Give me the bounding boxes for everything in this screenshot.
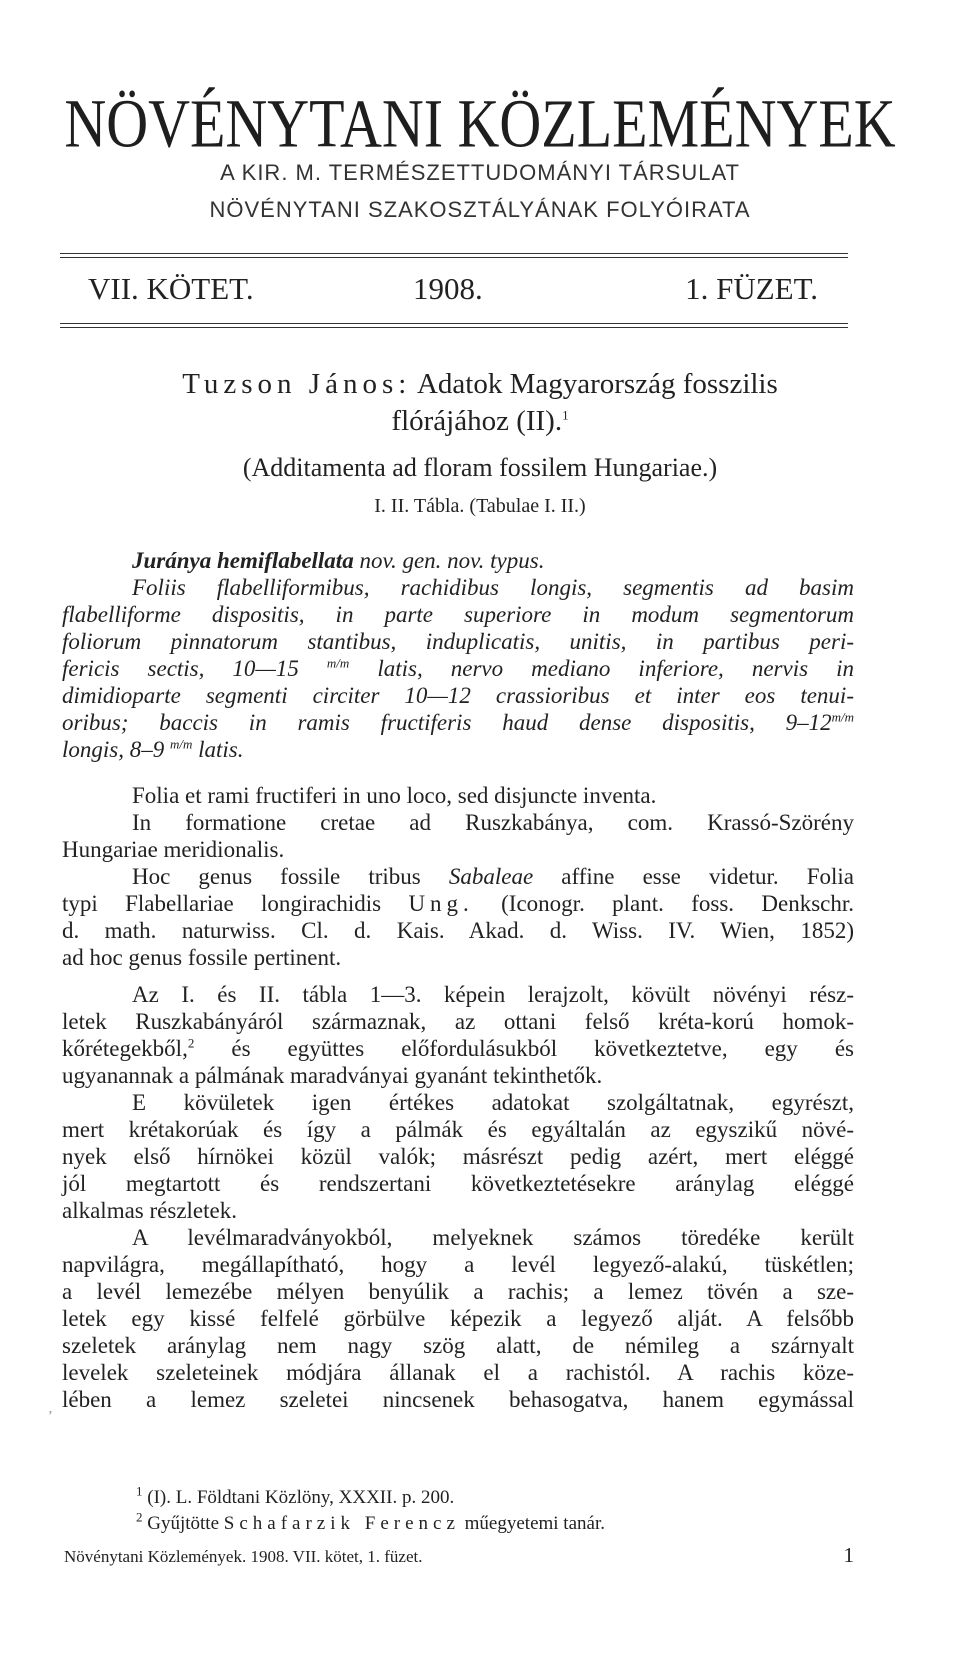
diag-line: Foliis flabelliformibus, rachidibus longis, segmentis ad basim — [132, 575, 854, 600]
diag-line: dimidioparte segmenti circiter 10—12 crassioribus et inter eos tenui- — [62, 683, 854, 708]
diag-line: longis, 8–9 $^{m/m}$ latis. — [62, 736, 244, 762]
article-title-part-1: Adatok Magyarország fosszilis — [416, 368, 778, 400]
diag-line: fericis sectis, 10—15 $^{m/m}$ latis, nervo mediano inferiore, nervis in — [62, 655, 854, 681]
text-line: typi Flabellariae longirachidis Ung. (Iconogr. plant. foss. Denkschr. — [62, 891, 854, 916]
text-line: Az I. és II. tábla 1—3. képein lerajzolt, kövült növényi rész- — [132, 982, 854, 1007]
hungarian-text-block — [62, 981, 854, 1413]
article-title-part-2: flórájához (II). — [391, 405, 563, 437]
article-title-line-2 — [0, 405, 960, 438]
page-number: 1 — [843, 1543, 854, 1567]
footnote-1: $^1$ (I). L. Földtani Közlöny, XXXII. p. 200. — [136, 1483, 455, 1508]
text-line: mert krétakorúak és így a pálmák és egyáltalán az egyszikű növé- — [62, 1117, 854, 1142]
text-line: jól megtartott és rendszertani következtetésekre aránylag eléggé — [62, 1171, 854, 1196]
top-rule-2 — [60, 257, 848, 258]
article-author: Tuzson János: — [182, 368, 412, 400]
text-line: szeletek aránylag nem nagy szög alatt, de némileg a szárnyalt — [62, 1333, 854, 1358]
plates-line: I. II. Tábla. (Tabulae I. II.) — [374, 495, 586, 517]
journal-title: NÖVÉNYTANI KÖZLEMÉNYEK — [64, 85, 896, 162]
footer-citation: Növénytani Közlemények. 1908. VII. kötet, 1. füzet. — [64, 1547, 423, 1566]
diagnosis-block — [62, 574, 854, 763]
text-line: Hungariae meridionalis. — [62, 837, 285, 862]
margin-mark: ʼ — [48, 1409, 53, 1424]
text-line: napvilágra, megállapítható, hogy a levél legyező-alakú, tüskétlen; — [62, 1252, 854, 1277]
text-line: letek Ruszkabányáról származnak, az ottani felső kréta-korú homok- — [62, 1009, 854, 1034]
text-line: ad hoc genus fossile pertinent. — [62, 945, 342, 970]
footnote-ref-1: 1 — [562, 407, 569, 423]
text-line: nyek első hírnökei közül valók; másrészt pedig azért, mert eléggé — [62, 1144, 854, 1169]
text-line: d. math. naturwiss. Cl. d. Kais. Akad. d. Wiss. IV. Wien, 1852) — [62, 918, 854, 943]
journal-subtitle-2: NÖVÉNYTANI SZAKOSZTÁLYÁNAK FOLYÓIRATA — [209, 197, 751, 222]
text-line: E kövületek igen értékes adatokat szolgáltatnak, egyrészt, — [132, 1090, 854, 1115]
article-title-line-1 — [0, 368, 960, 401]
footnotes — [136, 1485, 605, 1537]
page-footer — [64, 1543, 854, 1567]
mid-rule-1 — [60, 323, 848, 324]
text-line: ugyanannak a pálmának maradványai gyanánt tekinthetők. — [62, 1063, 603, 1088]
text-line: lében a lemez szeletei nincsenek behasogatva, hanem egymással — [62, 1387, 854, 1412]
latin-title: (Additamenta ad floram fossilem Hungariae.) — [242, 453, 718, 482]
genus-rest: nov. gen. nov. typus. — [359, 548, 545, 573]
latin-notes-block — [62, 782, 854, 971]
diag-line: foliorum pinnatorum stantibus, induplicatis, unitis, in partibus peri- — [62, 629, 854, 654]
text-line: A levélmaradványokból, melyeknek számos töredéke került — [132, 1225, 854, 1250]
text-line: levelek szeleteinek módjára állanak el a rachistól. A rachis köze- — [62, 1360, 854, 1385]
diag-line: oribus; baccis in ramis fructiferis haud dense dispositis, $9-12^{m/m}$ — [62, 709, 854, 735]
footnote-2: $^2$ Gyűjtötte Schafarzik Ferencz műegyetemi tanár. — [136, 1509, 605, 1534]
diag-line: flabelliforme dispositis, in parte superiore in modum segmentorum — [62, 602, 854, 627]
year-label: 1908. — [413, 271, 483, 306]
footnote-ref-2: 2 — [187, 1035, 195, 1051]
volume-line — [88, 271, 818, 305]
text-line: alkalmas részletek. — [62, 1198, 237, 1223]
text-line: Hoc genus fossile tribus Sabaleae affine esse videtur. Folia — [132, 864, 855, 889]
genus-name: Juránya hemiflabellata — [132, 548, 354, 573]
issue-label: 1. FÜZET. — [685, 271, 818, 306]
mid-rule-2 — [60, 327, 848, 328]
text-line: In formatione cretae ad Ruszkabánya, com. Krassó-Szörény — [132, 810, 854, 835]
text-line: kőrétegekből,$^2$ és együttes előfordulásukból következtetve, egy és — [62, 1035, 854, 1061]
volume-label: VII. KÖTET. — [88, 271, 254, 306]
top-rule-1 — [60, 253, 848, 254]
text-line: letek egy kissé felfelé görbülve képezik a legyező alját. A felsőbb — [62, 1306, 854, 1331]
journal-subtitle-1: A KIR. M. TERMÉSZETTUDOMÁNYI TÁRSULAT — [220, 160, 740, 185]
text-line: a levél lemezébe mélyen benyúlik a rachis; a lemez tövén a sze- — [62, 1279, 854, 1304]
genus-heading — [132, 547, 852, 574]
text-line: Folia et rami fructiferi in uno loco, sed disjuncte inventa. — [132, 783, 657, 808]
